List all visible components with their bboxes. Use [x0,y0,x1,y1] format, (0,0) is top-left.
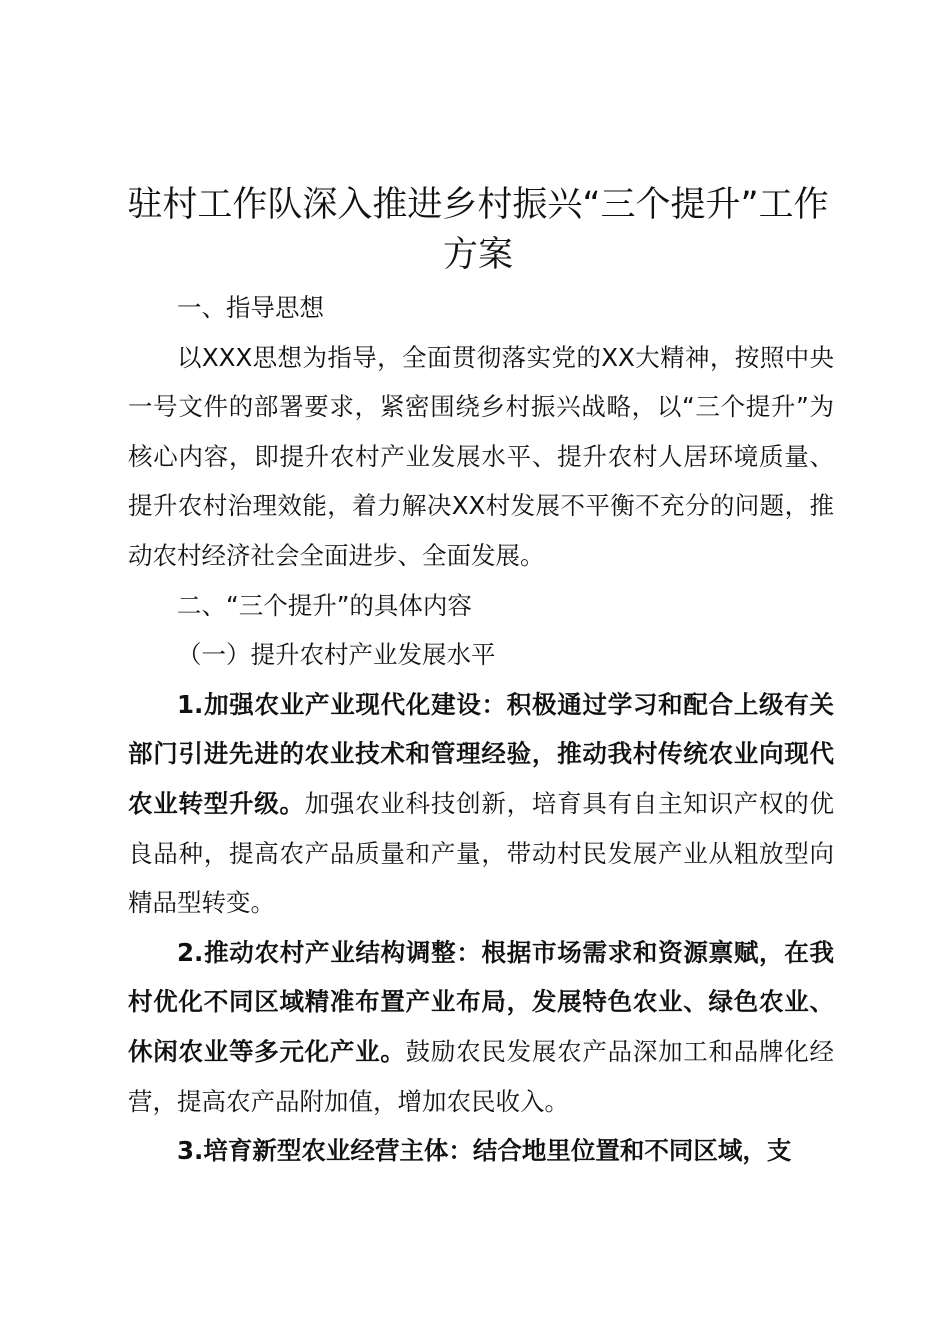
section-heading-three-improvements: 二、“三个提升”的具体内容 [177,590,472,620]
paragraph-item-3 [128,1126,834,1176]
paragraph-item-2 [128,928,834,1126]
subsection-heading-industry: （一）提升农村产业发展水平 [177,640,496,670]
item-3-bold-lead: 3.培育新型农业经营主体：结合地里位置和不同区域，支 [177,1136,792,1166]
paragraph-guiding-ideology: 以XXX思想为指导，全面贯彻落实党的XX大精神，按照中央一号文件的部署要求，紧密围绕乡村振兴战略，以“三个提升”为核心内容，即提升农村产业发展水平、提升农村人居环境质量、提升农村治理效能，着力解决XX村发展不平衡不充分的问题，推动农村经济社会全面进步、全面发展。 [128,342,834,570]
document-title: 驻村工作队深入推进乡村振兴“三个提升”工作方案 [127,185,829,275]
section-heading-guiding-ideology: 一、指导思想 [177,293,324,322]
item-2-bold-lead: 2.推动农村产业结构调整：根据市场需求和资源禀赋，在我村优化不同区域精准布置产业布局，发展特色农业、绿色农业、休闲农业等多元化产业。 [128,937,834,1066]
item-1-bold-lead: 1.加强农业产业现代化建设：积极通过学习和配合上级有关部门引进先进的农业技术和管理经验，推动我村传统农业向现代农业转型升级。 [128,689,834,818]
document-body [128,283,834,1176]
item-1-text: 加强农业科技创新，培育具有自主知识产权的优良品种，提高农产品质量和产量，带动村民发展产业从粗放型向精品型转变。 [128,788,835,918]
paragraph-item-1 [128,680,834,928]
item-2-text: 鼓励农民发展农产品深加工和品牌化经营，提高农产品附加值，增加农民收入。 [128,1036,835,1116]
